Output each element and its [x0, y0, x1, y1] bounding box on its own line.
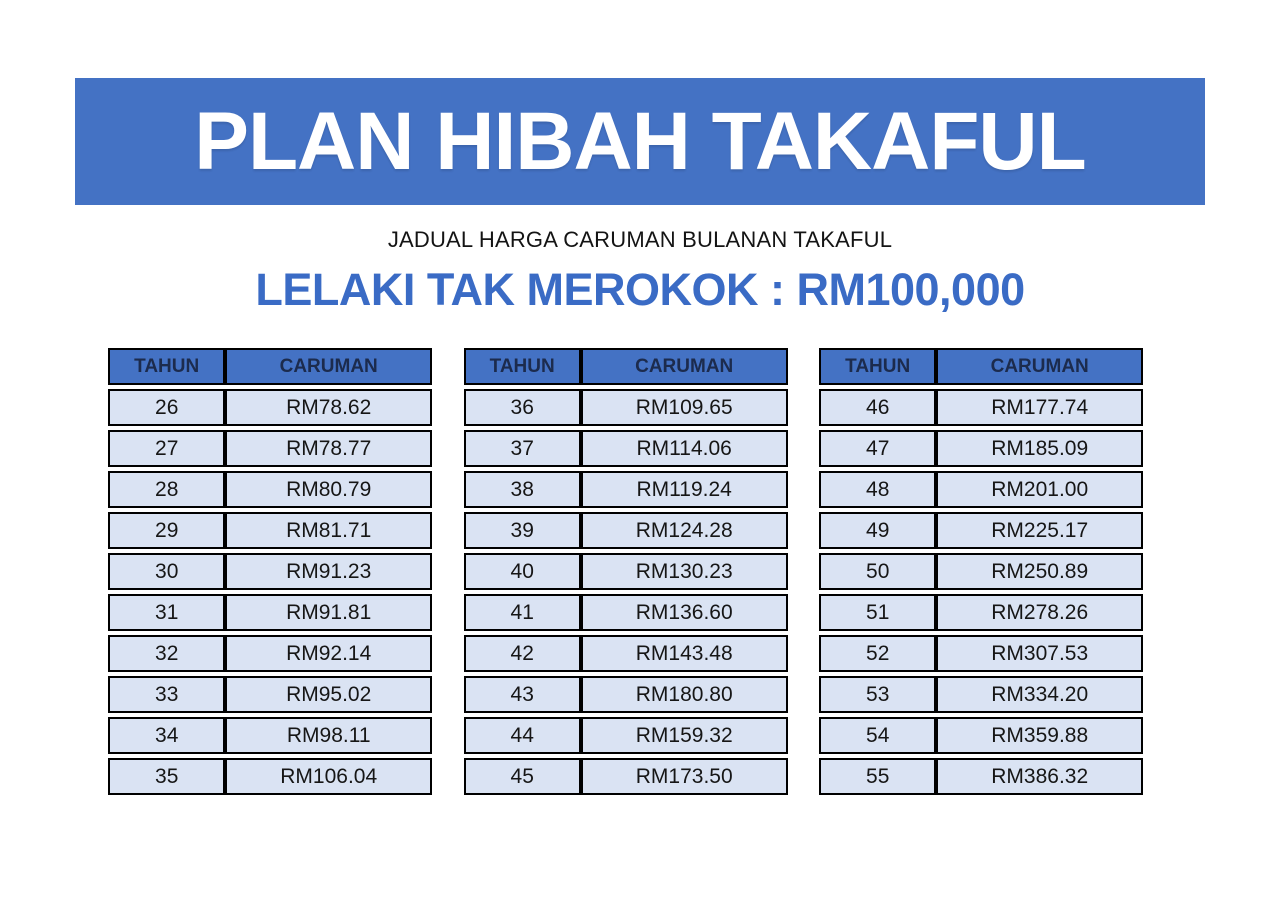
table-row	[108, 553, 432, 590]
table-row	[464, 471, 788, 508]
table-row	[464, 553, 788, 590]
premium-cell: RM278.26	[936, 594, 1143, 631]
premium-cell: RM114.06	[581, 430, 788, 467]
premium-cell: RM143.48	[581, 635, 788, 672]
table-header-row	[108, 348, 432, 385]
premium-cell: RM78.77	[225, 430, 432, 467]
table-header-row	[819, 348, 1143, 385]
price-table	[464, 344, 788, 799]
tahun-column-header: TAHUN	[819, 348, 936, 385]
year-cell: 28	[108, 471, 225, 508]
table-row	[464, 594, 788, 631]
tables-row	[108, 348, 1143, 799]
year-cell: 35	[108, 758, 225, 795]
premium-cell: RM173.50	[581, 758, 788, 795]
year-cell: 50	[819, 553, 936, 590]
table-row	[819, 553, 1143, 590]
table-row	[108, 717, 432, 754]
table-header-row	[464, 348, 788, 385]
year-cell: 36	[464, 389, 581, 426]
title-banner	[75, 78, 1205, 205]
year-cell: 32	[108, 635, 225, 672]
price-table	[819, 344, 1143, 799]
year-cell: 37	[464, 430, 581, 467]
premium-cell: RM106.04	[225, 758, 432, 795]
premium-cell: RM201.00	[936, 471, 1143, 508]
year-cell: 53	[819, 676, 936, 713]
table-row	[819, 389, 1143, 426]
premium-cell: RM225.17	[936, 512, 1143, 549]
year-cell: 51	[819, 594, 936, 631]
caruman-column-header: CARUMAN	[581, 348, 788, 385]
premium-cell: RM119.24	[581, 471, 788, 508]
table-row	[464, 676, 788, 713]
year-cell: 33	[108, 676, 225, 713]
subtitle: JADUAL HARGA CARUMAN BULANAN TAKAFUL	[387, 227, 893, 252]
premium-cell: RM159.32	[581, 717, 788, 754]
table-row	[819, 758, 1143, 795]
year-cell: 34	[108, 717, 225, 754]
year-cell: 55	[819, 758, 936, 795]
caruman-column-header: CARUMAN	[225, 348, 432, 385]
table-row	[819, 430, 1143, 467]
premium-cell: RM109.65	[581, 389, 788, 426]
table-row	[464, 717, 788, 754]
premium-cell: RM98.11	[225, 717, 432, 754]
year-cell: 48	[819, 471, 936, 508]
year-cell: 47	[819, 430, 936, 467]
table-row	[464, 430, 788, 467]
tahun-column-header: TAHUN	[464, 348, 581, 385]
table-row	[819, 676, 1143, 713]
premium-cell: RM91.23	[225, 553, 432, 590]
year-cell: 42	[464, 635, 581, 672]
table-row	[108, 430, 432, 467]
premium-cell: RM130.23	[581, 553, 788, 590]
year-cell: 52	[819, 635, 936, 672]
premium-cell: RM80.79	[225, 471, 432, 508]
table-row	[108, 676, 432, 713]
table-row	[819, 512, 1143, 549]
tahun-column-header: TAHUN	[108, 348, 225, 385]
table-row	[819, 594, 1143, 631]
premium-cell: RM334.20	[936, 676, 1143, 713]
premium-cell: RM386.32	[936, 758, 1143, 795]
year-cell: 46	[819, 389, 936, 426]
premium-cell: RM359.88	[936, 717, 1143, 754]
year-cell: 54	[819, 717, 936, 754]
year-cell: 27	[108, 430, 225, 467]
premium-cell: RM185.09	[936, 430, 1143, 467]
table-row	[108, 471, 432, 508]
price-table	[108, 344, 432, 799]
caruman-column-header: CARUMAN	[936, 348, 1143, 385]
year-cell: 26	[108, 389, 225, 426]
table-row	[108, 635, 432, 672]
year-cell: 29	[108, 512, 225, 549]
table-row	[819, 471, 1143, 508]
table-row	[464, 512, 788, 549]
premium-cell: RM177.74	[936, 389, 1143, 426]
year-cell: 30	[108, 553, 225, 590]
premium-cell: RM78.62	[225, 389, 432, 426]
year-cell: 40	[464, 553, 581, 590]
premium-cell: RM95.02	[225, 676, 432, 713]
premium-cell: RM136.60	[581, 594, 788, 631]
table-row	[464, 758, 788, 795]
premium-cell: RM250.89	[936, 553, 1143, 590]
table-row	[108, 758, 432, 795]
year-cell: 44	[464, 717, 581, 754]
year-cell: 43	[464, 676, 581, 713]
year-cell: 45	[464, 758, 581, 795]
table-row	[819, 717, 1143, 754]
table-row	[464, 389, 788, 426]
premium-cell: RM124.28	[581, 512, 788, 549]
table-row	[108, 512, 432, 549]
premium-cell: RM180.80	[581, 676, 788, 713]
year-cell: 41	[464, 594, 581, 631]
table-row	[819, 635, 1143, 672]
table-row	[464, 635, 788, 672]
premium-cell: RM92.14	[225, 635, 432, 672]
premium-cell: RM307.53	[936, 635, 1143, 672]
year-cell: 39	[464, 512, 581, 549]
category-heading: LELAKI TAK MEROKOK : RM100,000	[255, 264, 1025, 315]
year-cell: 31	[108, 594, 225, 631]
premium-cell: RM91.81	[225, 594, 432, 631]
year-cell: 49	[819, 512, 936, 549]
year-cell: 38	[464, 471, 581, 508]
page-title: PLAN HIBAH TAKAFUL	[194, 95, 1086, 187]
table-row	[108, 594, 432, 631]
premium-cell: RM81.71	[225, 512, 432, 549]
table-row	[108, 389, 432, 426]
